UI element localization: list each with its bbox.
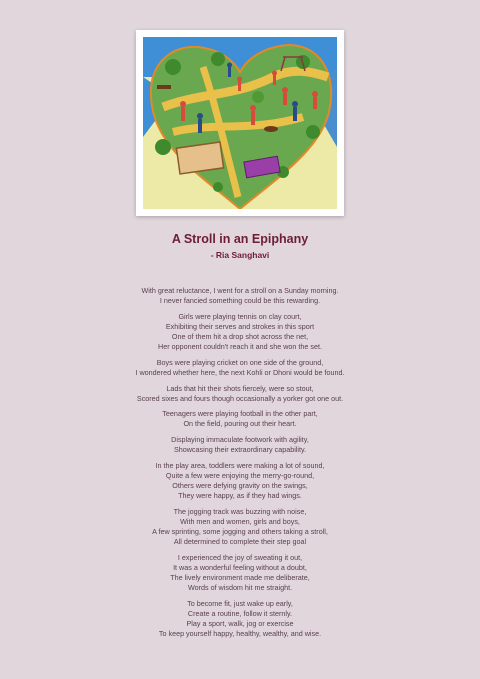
- poem-body: [0, 286, 480, 645]
- poem-stanza: [0, 384, 480, 404]
- park-illustration: [143, 37, 337, 209]
- illustration-frame: [136, 30, 344, 216]
- poem-stanza: [0, 286, 480, 306]
- poem-stanza: [0, 312, 480, 352]
- poem-line: Displaying immaculate footwork with agility,: [171, 435, 309, 445]
- poem-line: Quite a few were enjoying the merry-go-round,: [165, 470, 315, 480]
- poem-line: To become fit, just wake up early,: [187, 598, 293, 608]
- poem-line: In the play area, toddlers were making a lot of sound,: [155, 460, 325, 470]
- poem-line: Others were defying gravity on the swings,: [172, 481, 308, 491]
- poem-line: I never fancied something could be this rewarding.: [159, 296, 321, 306]
- poem-line: Create a routine, follow it sternly.: [187, 608, 293, 618]
- poem-line: Her opponent couldn't reach it and she won the set.: [158, 342, 322, 352]
- poem-stanza: [0, 553, 480, 593]
- poem-line: I wondered whether here, the next Kohli or Dhoni would be found.: [135, 367, 345, 377]
- poem-line: Play a sport, walk, jog or exercise: [186, 618, 294, 628]
- poem-line: It was a wonderful feeling without a doubt,: [173, 562, 307, 572]
- poem-line: They were happy, as if they had wings.: [178, 491, 302, 501]
- poem-line: All determined to complete their step goal: [173, 537, 307, 547]
- poem-stanza: [0, 409, 480, 429]
- poem-stanza: [0, 599, 480, 639]
- poem-line: With great reluctance, I went for a stroll on a Sunday morning.: [141, 286, 339, 295]
- poem-title: A Stroll in an Epiphany: [171, 232, 309, 246]
- poem-author: - Ria Sanghavi: [210, 250, 270, 260]
- heart-park-drawing: [143, 37, 337, 209]
- poem-stanza: [0, 435, 480, 455]
- poem-line: One of them hit a drop shot across the net,: [171, 331, 309, 341]
- poem-line: On the field, pouring out their heart.: [183, 419, 297, 429]
- poem-line: I experienced the joy of sweating it out,: [177, 552, 303, 562]
- poem-line: Girls were playing tennis on clay court,: [178, 311, 302, 321]
- poem-line: Boys were playing cricket on one side of the ground,: [156, 357, 324, 367]
- poem-stanza: [0, 358, 480, 378]
- poem-line: Lads that hit their shots fiercely, were so stout,: [166, 383, 314, 393]
- poem-stanza: [0, 461, 480, 501]
- poem-line: Scored sixes and fours though occasionally a yorker got one out.: [136, 393, 344, 403]
- poem-stanza: [0, 507, 480, 547]
- poem-line: With men and women, girls and boys,: [180, 516, 300, 526]
- poem-line: The lively environment made me deliberate,: [170, 573, 310, 582]
- poem-line: Showcasing their extraordinary capability.: [173, 445, 307, 455]
- poem-line: Teenagers were playing football in the other part,: [162, 409, 318, 419]
- poem-line: A few sprinting, some jogging and others taking a stroll,: [152, 527, 328, 537]
- poem-line: To keep yourself happy, healthy, wealthy, and wise.: [158, 629, 322, 639]
- poem-line: Exhibiting their serves and strokes in this sport: [165, 321, 315, 331]
- poem-line: The jogging track was buzzing with noise,: [173, 506, 307, 516]
- poem-line: Words of wisdom hit me straight.: [187, 583, 293, 593]
